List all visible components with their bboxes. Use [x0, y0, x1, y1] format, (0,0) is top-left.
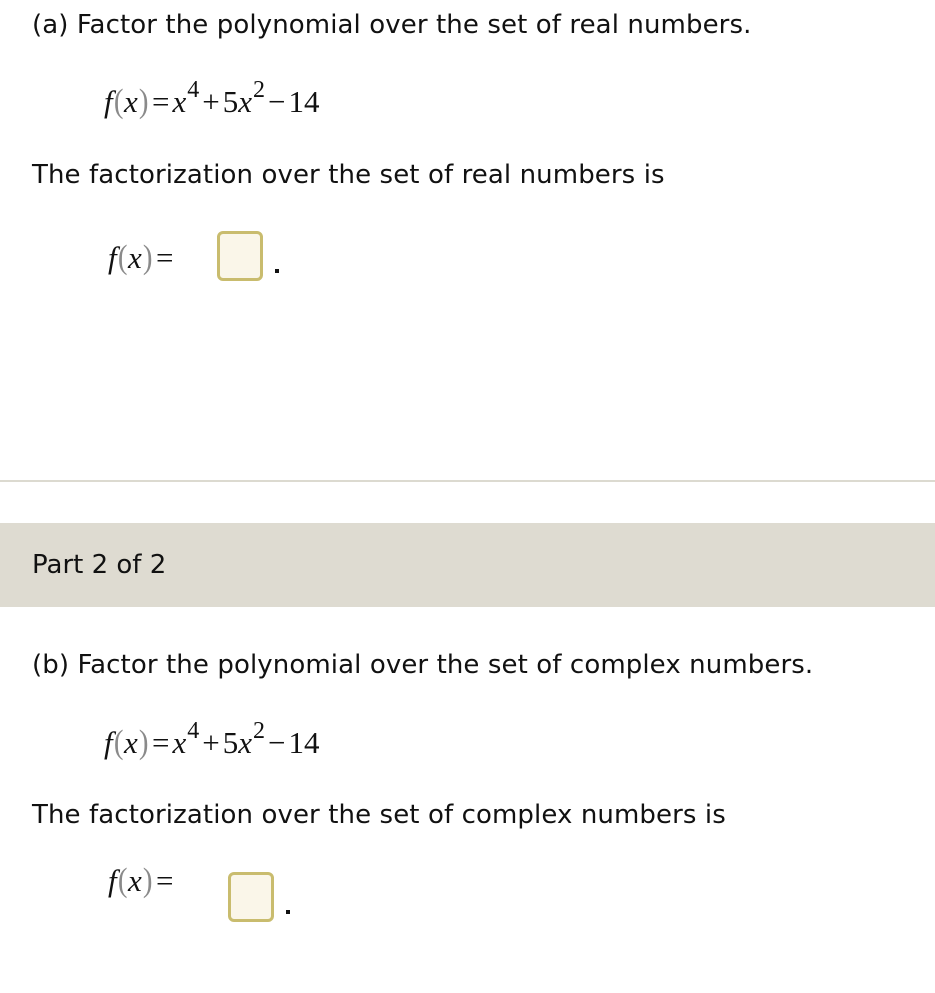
equals-sign: =	[156, 863, 174, 898]
part-b-answer-input[interactable]	[228, 872, 274, 922]
close-paren: )	[138, 83, 149, 120]
function-variable: x	[123, 84, 138, 119]
function-name: f	[104, 84, 113, 119]
part-a-result-statement: The factorization over the set of real numbers is	[32, 160, 665, 190]
term2-exponent: 2	[253, 76, 266, 103]
open-paren: (	[117, 239, 128, 276]
part-header-band	[0, 523, 935, 607]
plus-sign: +	[202, 84, 220, 119]
part-a-answer-lhs	[108, 240, 177, 276]
close-paren: )	[138, 724, 149, 761]
plus-sign: +	[202, 725, 220, 760]
function-name: f	[104, 725, 113, 760]
function-name: f	[108, 240, 117, 275]
term2-coefficient: 5	[222, 84, 239, 119]
equals-sign: =	[156, 240, 174, 275]
term1-base: x	[172, 84, 187, 119]
part-label: Part 2 of 2	[32, 550, 167, 580]
minus-sign: −	[268, 84, 286, 119]
part-a-instruction: (a) Factor the polynomial over the set of real numbers.	[32, 10, 752, 40]
open-paren: (	[113, 724, 124, 761]
part-a-polynomial	[104, 76, 320, 120]
minus-sign: −	[268, 725, 286, 760]
close-paren: )	[142, 862, 153, 899]
term1-base: x	[172, 725, 187, 760]
term1-exponent: 4	[187, 76, 200, 103]
part-b-result-statement: The factorization over the set of complex numbers is	[32, 800, 726, 830]
close-paren: )	[142, 239, 153, 276]
constant-term: 14	[288, 84, 320, 119]
constant-term: 14	[288, 725, 320, 760]
open-paren: (	[117, 862, 128, 899]
part-b-instruction: (b) Factor the polynomial over the set of complex numbers.	[32, 650, 814, 680]
term2-coefficient: 5	[222, 725, 239, 760]
part-b-answer-lhs	[108, 863, 177, 899]
term2-base: x	[238, 725, 253, 760]
function-variable: x	[123, 725, 138, 760]
part-a-answer-period	[275, 269, 279, 273]
function-variable: x	[127, 240, 142, 275]
open-paren: (	[113, 83, 124, 120]
section-divider	[0, 480, 935, 482]
function-variable: x	[127, 863, 142, 898]
function-name: f	[108, 863, 117, 898]
part-b-answer-period	[286, 910, 290, 914]
equals-sign: =	[152, 84, 170, 119]
part-b-polynomial	[104, 717, 320, 761]
equals-sign: =	[152, 725, 170, 760]
term2-base: x	[238, 84, 253, 119]
term2-exponent: 2	[253, 717, 266, 744]
term1-exponent: 4	[187, 717, 200, 744]
part-a-answer-input[interactable]	[217, 231, 263, 281]
